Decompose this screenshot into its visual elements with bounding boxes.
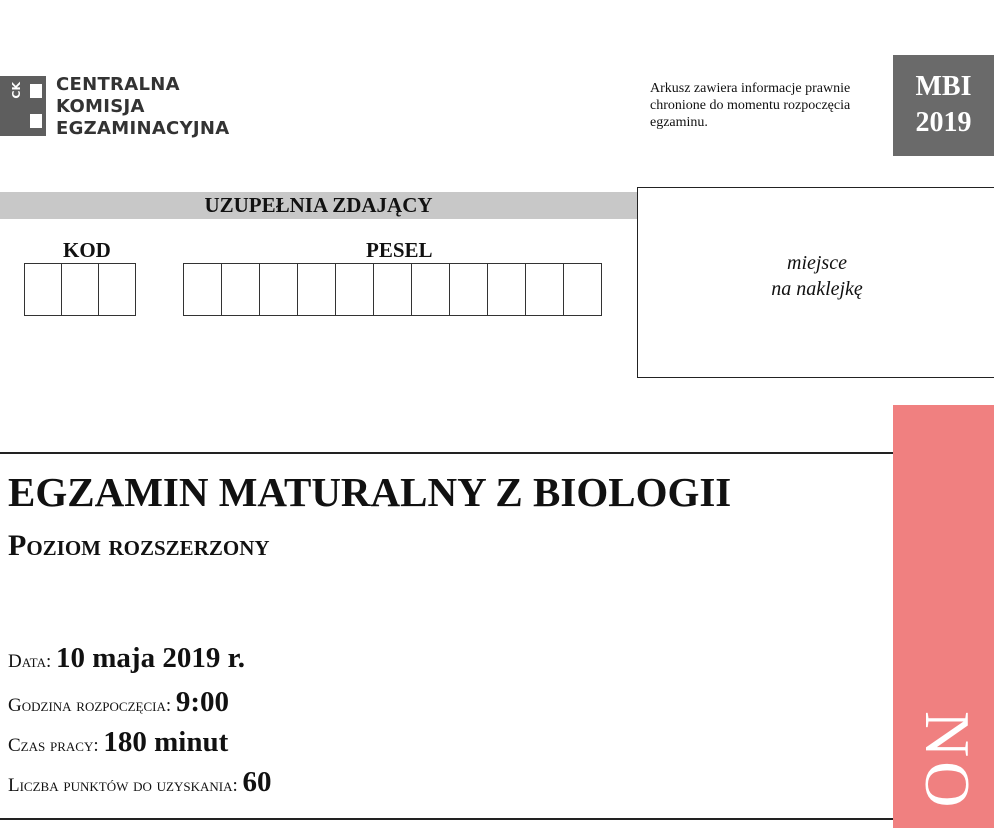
- kod-box[interactable]: [99, 263, 136, 316]
- points-value: 60: [242, 766, 272, 798]
- kod-label: KOD: [63, 238, 111, 262]
- sticker-line-2: na naklejkę: [771, 278, 863, 300]
- logo-line-2: KOMISJA: [56, 96, 145, 117]
- date-value: 10 maja 2019 r.: [56, 642, 246, 674]
- date-label: Data:: [8, 651, 52, 672]
- confidentiality-notice: Arkusz zawiera informacje prawnie chronione do momentu rozpoczęcia egzaminu.: [650, 81, 851, 130]
- exam-code-line-1: MBI: [915, 71, 972, 102]
- pesel-box[interactable]: [184, 263, 222, 316]
- sticker-placeholder: [637, 187, 994, 378]
- divider-bottom: [0, 818, 894, 820]
- logo-text: [56, 74, 230, 140]
- divider-top: [0, 452, 894, 454]
- exam-level: Poziom rozszerzony: [8, 529, 270, 562]
- logo-line-3: EGZAMINACYJNA: [56, 118, 230, 139]
- exam-code-box: [893, 55, 994, 156]
- candidate-section-header: [0, 192, 637, 219]
- pesel-box[interactable]: [450, 263, 488, 316]
- duration-label: Czas pracy:: [8, 735, 99, 756]
- cke-logo-mark: [0, 76, 46, 136]
- exam-title: EGZAMIN MATURALNY Z BIOLOGII: [8, 469, 732, 515]
- pesel-box[interactable]: [488, 263, 526, 316]
- kod-box[interactable]: [25, 263, 62, 316]
- pesel-box[interactable]: [374, 263, 412, 316]
- exam-code-line-2: 2019: [915, 107, 972, 138]
- duration-value: 180 minut: [103, 726, 229, 758]
- start-time-label: Godzina rozpoczęcia:: [8, 695, 172, 716]
- pesel-input-boxes[interactable]: [183, 263, 602, 316]
- side-strip-text: NO: [912, 711, 983, 812]
- duration-row: [8, 726, 228, 759]
- sticker-line-1: miejsce: [787, 252, 847, 274]
- logo-line-1: CENTRALNA: [56, 74, 180, 95]
- start-time-value: 9:00: [175, 686, 230, 718]
- points-label: Liczba punktów do uzyskania:: [8, 775, 238, 796]
- pesel-label: PESEL: [366, 238, 433, 262]
- points-row: [8, 766, 271, 799]
- logo-mark-letters: CK: [10, 82, 23, 99]
- pesel-box[interactable]: [260, 263, 298, 316]
- pesel-box[interactable]: [564, 263, 602, 316]
- kod-input-boxes[interactable]: [24, 263, 136, 316]
- pesel-box[interactable]: [412, 263, 450, 316]
- pesel-box[interactable]: [336, 263, 374, 316]
- date-row: [8, 642, 245, 675]
- side-color-strip: [893, 405, 994, 828]
- start-time-row: [8, 686, 229, 719]
- pesel-box[interactable]: [298, 263, 336, 316]
- candidate-section-label: UZUPEŁNIA ZDAJĄCY: [204, 193, 433, 217]
- pesel-box[interactable]: [526, 263, 564, 316]
- pesel-box[interactable]: [222, 263, 260, 316]
- kod-box[interactable]: [62, 263, 99, 316]
